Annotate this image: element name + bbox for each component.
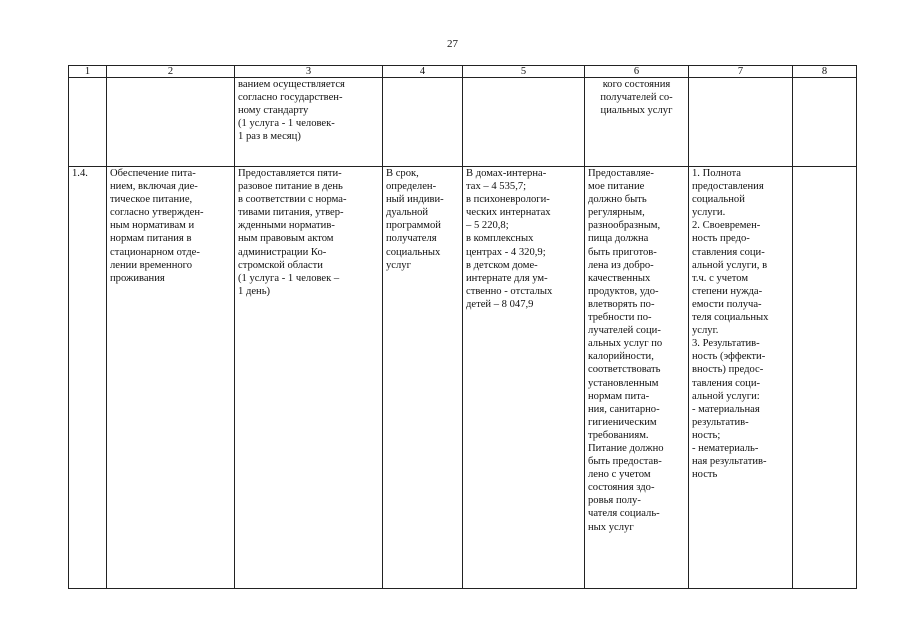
cell-line: альных услуг по — [588, 338, 663, 350]
cell-line: ния, санитарно- — [588, 403, 660, 415]
cell-line: ным нормативам и — [110, 220, 195, 232]
service-conditions — [585, 167, 689, 589]
cell-line: нормам пита- — [588, 390, 650, 402]
cell-line: ных услуг — [588, 521, 634, 533]
cell-line: продуктов, удо- — [588, 285, 659, 297]
cell-line: нормам питания в — [110, 233, 192, 245]
cell-line: ванием осуществляется — [238, 79, 345, 90]
cell-line: альной услуги: — [692, 390, 760, 402]
cell-line: согласно утвержден- — [110, 207, 204, 219]
cell-line: получателя — [386, 233, 437, 245]
header-row — [69, 66, 857, 78]
cell-line: в соответствии с норма- — [238, 194, 347, 206]
cell-line: лении временного — [110, 259, 193, 271]
cell-line: тавления соци- — [692, 377, 761, 389]
cell-line: ность — [692, 469, 718, 481]
cont-conditions — [585, 78, 689, 167]
row-cell-8 — [793, 167, 857, 589]
cell-line: 3. Результатив- — [692, 338, 760, 350]
cell-line: степени нужда- — [692, 285, 763, 297]
header-cell-5: 5 — [463, 66, 585, 78]
cell-line: получателей со- — [600, 92, 673, 104]
cell-line: Предоставляется пяти- — [238, 168, 342, 179]
cont-cell-7 — [689, 78, 793, 167]
cell-line: лучателей соци- — [588, 325, 661, 337]
cell-line: 1. Полнота — [692, 168, 741, 179]
cell-line: результатив- — [692, 416, 749, 428]
cont-cell-2 — [107, 78, 235, 167]
header-cell-8: 8 — [793, 66, 857, 78]
cell-line: требности по- — [588, 312, 652, 324]
cell-line: быть приготов- — [588, 246, 657, 258]
row-1-4 — [69, 167, 857, 589]
cell-line: тическое питание, — [110, 194, 193, 206]
cell-line: чателя социаль- — [588, 508, 660, 520]
cell-line: услуг — [386, 259, 411, 271]
cell-line: лена из добро- — [588, 259, 654, 271]
cell-line: Обеспечение пита- — [110, 168, 196, 179]
cell-line: (1 услуга - 1 человек- — [238, 118, 335, 130]
cell-line: альной услуги, в — [692, 259, 768, 271]
header-cell-3: 3 — [235, 66, 383, 78]
header-cell-4: 4 — [383, 66, 463, 78]
continuation-row — [69, 78, 857, 167]
cell-line: влетворять по- — [588, 298, 655, 310]
cell-line: стромской области — [238, 259, 323, 271]
cell-line: установленным — [588, 377, 659, 389]
cell-line: состояния здо- — [588, 482, 655, 494]
cell-line: - материальная — [692, 403, 760, 415]
service-name — [107, 167, 235, 589]
cell-line: калорийности, — [588, 351, 654, 363]
cell-line: быть предостав- — [588, 456, 662, 468]
cell-line: ный индиви- — [386, 194, 444, 206]
cell-line: стационарном отде- — [110, 246, 200, 258]
cell-line: ным правовым актом — [238, 233, 334, 245]
header-cell-2: 2 — [107, 66, 235, 78]
cell-line: администрации Ко- — [238, 246, 327, 258]
cell-line: теля социальных — [692, 312, 769, 324]
cell-line: гигиеническим — [588, 416, 657, 428]
cell-line: кого состояния — [602, 79, 671, 90]
cont-cell-1 — [69, 78, 107, 167]
cell-line: регулярным, — [588, 207, 645, 219]
cell-line: ность; — [692, 429, 721, 441]
cont-cell-4 — [383, 78, 463, 167]
cell-line: ность предо- — [692, 233, 750, 245]
cell-line: Предоставляе- — [588, 168, 654, 179]
cell-line: (1 услуга - 1 человек – — [238, 272, 340, 284]
cell-line: в психоневрологи- — [466, 194, 550, 206]
cell-line: разовое питание в день — [238, 181, 343, 193]
cell-line: нием, включая дие- — [110, 181, 198, 193]
cell-line: тах – 4 535,7; — [466, 181, 527, 193]
header-cell-7: 7 — [689, 66, 793, 78]
cell-line: циальных услуг — [600, 105, 673, 117]
cell-line: проживания — [110, 272, 165, 284]
cell-line: ровья полу- — [588, 495, 641, 507]
cell-line: требованиям. — [588, 429, 649, 441]
cell-line: жденными норматив- — [238, 220, 335, 232]
cell-line: в детском доме- — [466, 259, 538, 271]
quality-indicators — [689, 167, 793, 589]
cell-line: согласно государствен- — [238, 92, 343, 104]
cell-line: в комплексных — [466, 233, 534, 245]
cont-cell-8 — [793, 78, 857, 167]
cell-line: 1 раз в месяц) — [238, 131, 301, 143]
cell-line: тивами питания, утвер- — [238, 207, 344, 219]
cell-line: интернате для ум- — [466, 272, 548, 284]
cell-line: социальной — [692, 194, 745, 206]
cell-line: ному стандарту — [238, 105, 309, 117]
service-cost — [463, 167, 585, 589]
header-cell-6: 6 — [585, 66, 689, 78]
cell-line: разнообразным, — [588, 220, 661, 232]
cell-line: определен- — [386, 181, 437, 193]
service-description — [235, 167, 383, 589]
cell-line: – 5 220,8; — [466, 220, 509, 232]
cell-line: услуги. — [692, 207, 726, 219]
cell-line: ность (эффекти- — [692, 351, 766, 363]
cell-line: ственно - отсталых — [466, 285, 553, 297]
cell-line: 2. Своевремен- — [692, 220, 761, 232]
cell-line: лено с учетом — [588, 469, 651, 481]
cell-line: т.ч. с учетом — [692, 272, 749, 284]
cell-line: вность) предос- — [692, 364, 764, 376]
service-term — [383, 167, 463, 589]
header-cell-1: 1 — [69, 66, 107, 78]
cell-line: ная результатив- — [692, 456, 767, 468]
cell-line: соответствовать — [588, 364, 661, 376]
cell-line: - нематериаль- — [692, 442, 759, 454]
cell-line: пища должна — [588, 233, 649, 245]
cell-line: емости получа- — [692, 298, 762, 310]
cell-line: качественных — [588, 272, 651, 284]
cell-line: В срок, — [386, 168, 419, 179]
cell-line: В домах-интерна- — [466, 168, 547, 179]
page-number: 27 — [447, 38, 458, 50]
cell-line: Питание должно — [588, 442, 664, 454]
services-table — [68, 65, 857, 589]
cell-line: ческих интернатах — [466, 207, 551, 219]
cell-line: услуг. — [692, 325, 719, 337]
cell-line: программой — [386, 220, 441, 232]
cell-line: социальных — [386, 246, 441, 258]
row-number: 1.4. — [69, 167, 107, 589]
cell-line: центрах - 4 320,9; — [466, 246, 546, 258]
cell-line: предоставления — [692, 181, 764, 193]
cell-line: мое питание — [588, 181, 645, 193]
cell-line: дуальной — [386, 207, 429, 219]
cell-line: 1 день) — [238, 285, 271, 297]
cont-cell-5 — [463, 78, 585, 167]
cell-line: ставления соци- — [692, 246, 765, 258]
cell-line: детей – 8 047,9 — [466, 298, 534, 310]
cont-description — [235, 78, 383, 167]
cell-line: должно быть — [588, 194, 647, 206]
